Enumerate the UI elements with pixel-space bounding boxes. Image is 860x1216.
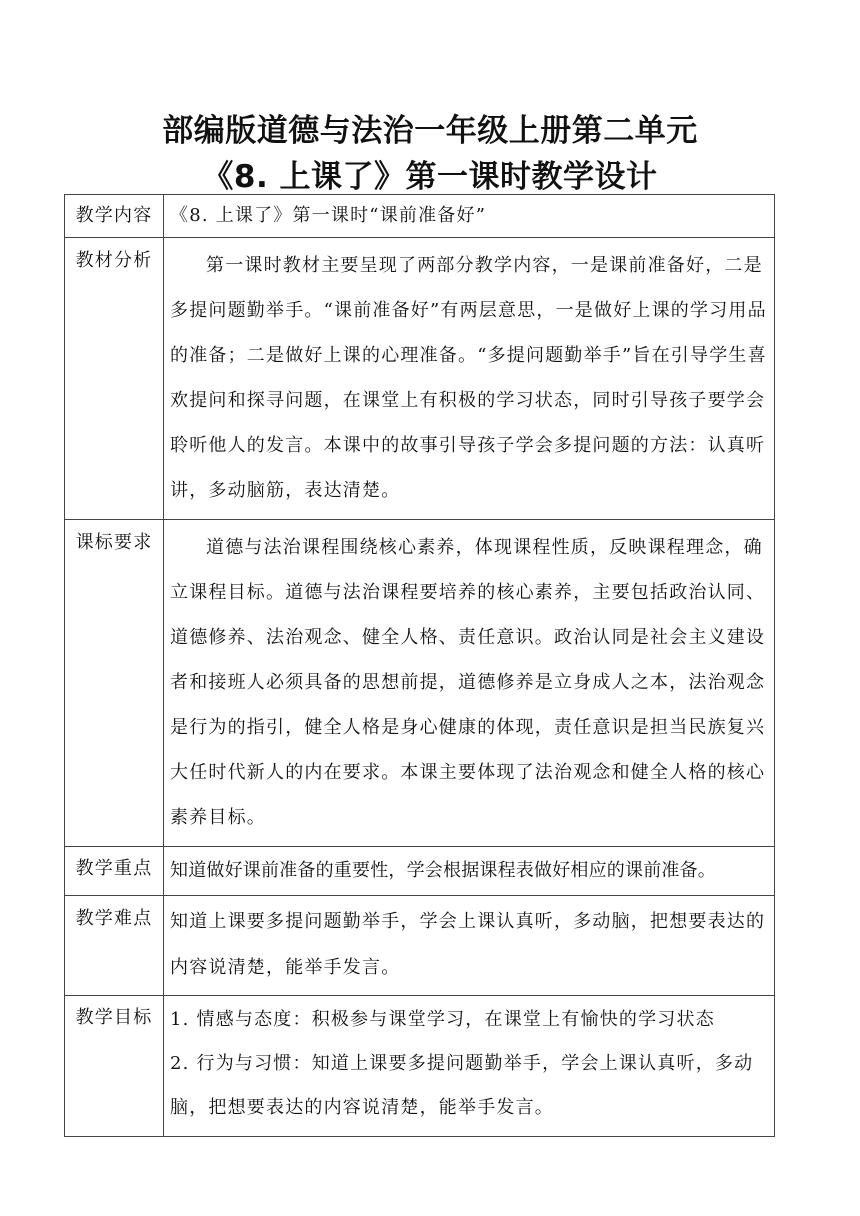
row-label: 教学重点 <box>65 847 164 896</box>
title-line-2: 《8. 上课了》第一课时教学设计 <box>202 159 658 195</box>
row-label: 教学内容 <box>65 195 164 238</box>
table-row-key-points <box>65 847 775 896</box>
table-row-teaching-goals <box>65 996 775 1137</box>
row-text: 《8. 上课了》第一课时“课前准备好” <box>164 195 775 238</box>
goal-item: 1. 情感与态度：积极参与课堂学习，在课堂上有愉快的学习状态 <box>170 1009 715 1030</box>
title-line-1: 部编版道德与法治一年级上册第二单元 <box>162 113 698 149</box>
row-text: 知道上课要多提问题勤举手，学会上课认真听，多动脑，把想要表达的内容说清楚，能举手发言。 <box>164 896 775 996</box>
row-text: 道德与法治课程围绕核心素养，体现课程性质，反映课程理念，确立课程目标。道德与法治课程要培养的核心素养，主要包括政治认同、道德修养、法治观念、健全人格、责任意识。政治认同是社会主义建设者和接班人必须具备的思想前提，道德修养是立身成人之本，法治观念是行为的指引，健全人格是身心健康的体现，责任意识是担当民族复兴大任时代新人的内在要求。本课主要体现了法治观念和健全人格的核心素养目标。 <box>164 520 775 847</box>
row-label: 教材分析 <box>65 238 164 520</box>
table-row-textbook-analysis <box>65 238 775 520</box>
document-title <box>0 108 860 200</box>
row-text: 知道做好课前准备的重要性，学会根据课程表做好相应的课前准备。 <box>164 847 775 896</box>
row-label: 教学难点 <box>65 896 164 996</box>
goal-item: 2. 行为与习惯：知道上课要多提问题勤举手，学会上课认真听，多动脑，把想要表达的内容说清楚，能举手发言。 <box>170 1053 754 1118</box>
row-text: 第一课时教材主要呈现了两部分教学内容，一是课前准备好，二是多提问题勤举手。“课前准备好”有两层意思，一是做好上课的学习用品的准备；二是做好上课的心理准备。“多提问题勤举手”旨在引导学生喜欢提问和探寻问题，在课堂上有积极的学习状态，同时引导孩子要学会聆听他人的发言。本课中的故事引导孩子学会多提问题的方法：认真听讲，多动脑筋，表达清楚。 <box>164 238 775 520</box>
table-row-curriculum-standard <box>65 520 775 847</box>
row-label: 课标要求 <box>65 520 164 847</box>
row-goals <box>164 996 775 1137</box>
table-row-teaching-content <box>65 195 775 238</box>
table-row-difficult-points <box>65 896 775 996</box>
lesson-design-table <box>64 194 775 1137</box>
row-label: 教学目标 <box>65 996 164 1137</box>
